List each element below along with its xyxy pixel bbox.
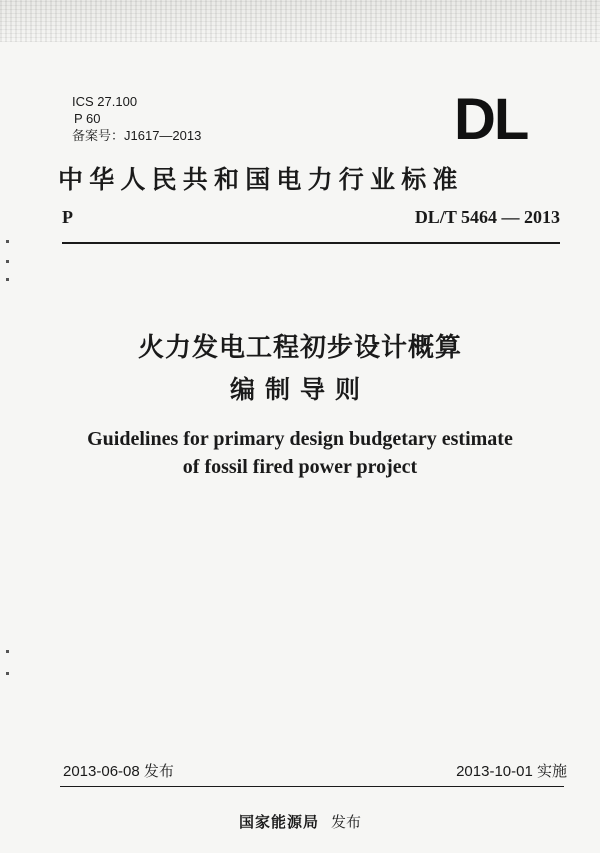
issuer-line xyxy=(0,811,600,832)
dl-logo: DL xyxy=(454,87,528,152)
effective-date: 2013-10-01 实施 xyxy=(456,763,567,780)
document-title-cn-line2: 编制导则 xyxy=(229,375,370,404)
category-letter: P xyxy=(62,207,73,227)
footer-divider xyxy=(60,786,564,787)
issuing-action: 发布 xyxy=(331,813,362,831)
standard-series-title: 中华人民共和国电力行业标准 xyxy=(58,165,464,194)
ics-code: ICS 27.100 xyxy=(72,94,138,109)
issuing-organization: 国家能源局 xyxy=(238,813,319,831)
document-title-cn-line1: 火力发电工程初步设计概算 xyxy=(137,333,462,363)
classification-block xyxy=(72,93,201,144)
document-title-en-line1: Guidelines for primary design budgetary estimate xyxy=(87,428,513,450)
issue-date: 2013-06-08 发布 xyxy=(63,763,174,780)
document-title-en-line2: of fossil fired power project xyxy=(182,456,418,478)
standard-number: DL/T 5464 — 2013 xyxy=(414,207,560,227)
ccs-code: P 60 xyxy=(74,111,101,126)
header-divider xyxy=(62,242,560,244)
scan-noise-band xyxy=(0,0,600,42)
record-number: 备案号：J1617—2013 xyxy=(72,128,202,143)
